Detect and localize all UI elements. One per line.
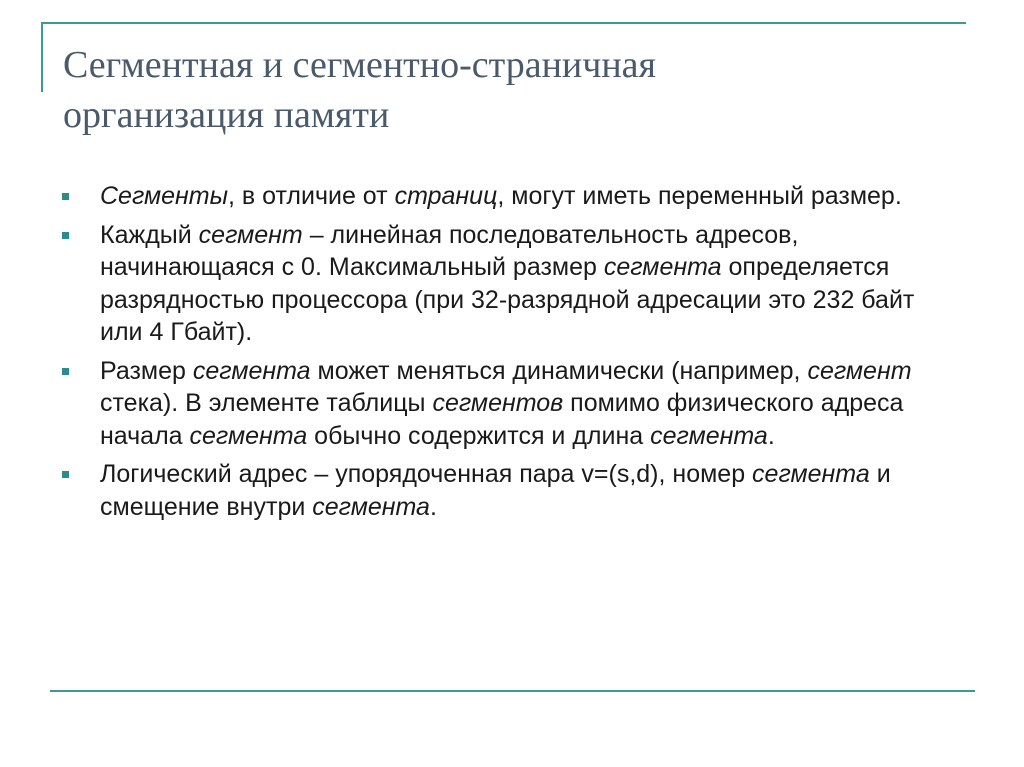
text-fragment: Каждый <box>100 220 199 249</box>
left-accent-line <box>41 22 43 92</box>
bullet-text <box>100 182 902 210</box>
bullet-text <box>100 460 891 521</box>
text-fragment: . <box>429 492 437 521</box>
text-fragment: , могут иметь переменный размер. <box>497 182 902 210</box>
emphasized-term: сегмента <box>650 421 768 450</box>
bullet-text <box>100 357 912 450</box>
title-line-1: Сегментная и сегментно-страничная <box>63 44 657 86</box>
emphasized-term: сегмент <box>198 220 303 249</box>
slide-title <box>63 40 963 140</box>
emphasized-term: сегмента <box>312 492 430 521</box>
text-fragment: Размер <box>100 356 193 385</box>
bullet-text <box>100 221 914 347</box>
top-divider-line <box>41 22 966 24</box>
emphasized-term: сегмент <box>807 356 912 385</box>
text-fragment: обычно содержится и длина <box>307 421 651 450</box>
emphasized-term: сегмента <box>752 460 870 488</box>
text-fragment: Логический адрес – упорядоченная пара v=(s,d), номер <box>100 460 753 488</box>
text-fragment: – линейная последовательность адресов, начинающаяся с 0. Максимальный размер <box>100 220 799 281</box>
square-bullet-icon <box>62 232 69 239</box>
text-fragment: стека). В элементе таблицы <box>100 389 433 417</box>
title-line-2: организация памяти <box>63 94 390 136</box>
emphasized-term: сегмента <box>192 356 311 385</box>
text-fragment: помимо физического адреса начала <box>100 389 904 450</box>
emphasized-term: сегментов <box>432 389 564 417</box>
bullet-list <box>60 180 940 529</box>
bottom-divider-line <box>50 690 975 692</box>
emphasized-term: сегмента <box>189 421 308 450</box>
text-fragment: и смещение внутри <box>100 460 891 521</box>
bullet-item <box>60 458 940 523</box>
text-fragment: определяется разрядностью процессора (при 32-разрядной адресации это 232 байт или 4 Гбайт). <box>100 253 915 346</box>
square-bullet-icon <box>62 368 69 375</box>
bullet-item <box>60 219 940 349</box>
emphasized-term: Сегменты <box>100 182 229 210</box>
text-fragment: . <box>767 421 775 450</box>
emphasized-term: страниц <box>394 182 498 210</box>
bullet-item <box>60 180 940 213</box>
bullet-item <box>60 355 940 453</box>
emphasized-term: сегмента <box>603 253 722 281</box>
square-bullet-icon <box>62 471 69 478</box>
square-bullet-icon <box>62 193 69 200</box>
text-fragment: , в отличие от <box>228 182 395 210</box>
text-fragment: может меняться динамически (например, <box>310 356 808 385</box>
